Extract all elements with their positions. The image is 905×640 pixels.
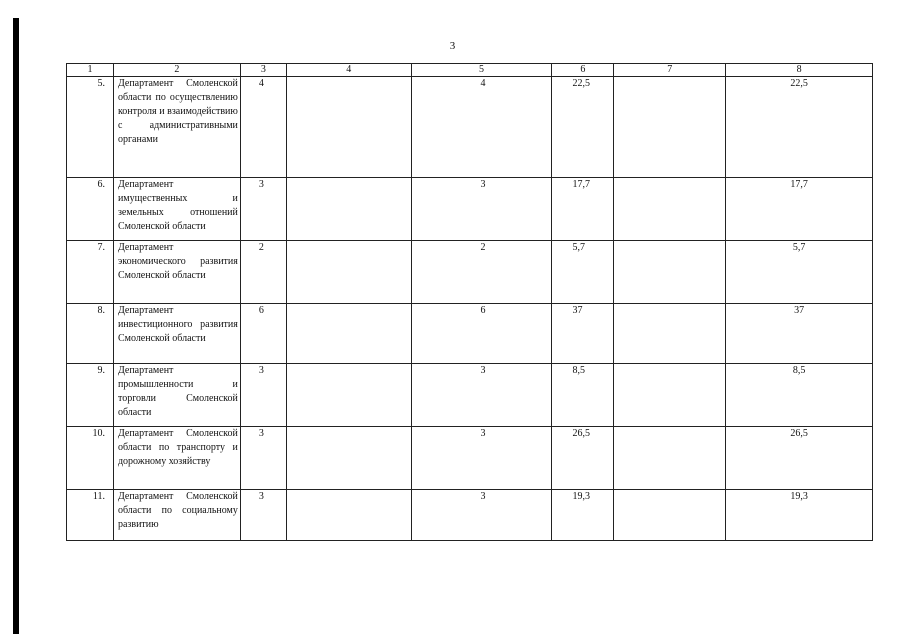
row-number: 10. (67, 427, 114, 490)
col6-value: 17,7 (552, 178, 614, 241)
col4-value (286, 77, 411, 178)
col3-value: 3 (240, 364, 286, 427)
page-number: 3 (449, 40, 456, 52)
col5-value: 4 (411, 77, 552, 178)
table-row (67, 364, 873, 427)
col5-value: 3 (411, 364, 552, 427)
header-row (67, 64, 873, 77)
row-number: 11. (67, 490, 114, 541)
header-cell: 3 (240, 64, 286, 77)
col6-value: 26,5 (552, 427, 614, 490)
department-name: Департамент инвестиционного развития Смоленской области (113, 304, 240, 364)
table-row (67, 490, 873, 541)
col8-value: 22,5 (726, 77, 873, 178)
col3-value: 6 (240, 304, 286, 364)
col4-value (286, 427, 411, 490)
col5-value: 3 (411, 427, 552, 490)
col6-value: 22,5 (552, 77, 614, 178)
department-name: Департамент Смоленской области по социальному развитию (113, 490, 240, 541)
row-number: 5. (67, 77, 114, 178)
header-cell: 1 (67, 64, 114, 77)
col4-value (286, 241, 411, 304)
col8-value: 26,5 (726, 427, 873, 490)
col3-value: 2 (240, 241, 286, 304)
col7-value (614, 178, 726, 241)
col3-value: 4 (240, 77, 286, 178)
header-cell: 7 (614, 64, 726, 77)
department-name: Департамент Смоленской области по осуществлению контроля и взаимодействию с административными органами (113, 77, 240, 178)
col6-value: 5,7 (552, 241, 614, 304)
header-cell: 6 (552, 64, 614, 77)
col3-value: 3 (240, 490, 286, 541)
table-row (67, 241, 873, 304)
col6-value: 8,5 (552, 364, 614, 427)
col4-value (286, 304, 411, 364)
header-cell: 2 (113, 64, 240, 77)
col4-value (286, 490, 411, 541)
col7-value (614, 241, 726, 304)
col7-value (614, 427, 726, 490)
col8-value: 5,7 (726, 241, 873, 304)
table-row (67, 427, 873, 490)
department-name: Департамент экономического развития Смоленской области (113, 241, 240, 304)
col5-value: 6 (411, 304, 552, 364)
col8-value: 37 (726, 304, 873, 364)
col8-value: 17,7 (726, 178, 873, 241)
col3-value: 3 (240, 178, 286, 241)
scan-edge-bar (13, 18, 19, 634)
col7-value (614, 77, 726, 178)
header-cell: 4 (286, 64, 411, 77)
col7-value (614, 364, 726, 427)
row-number: 6. (67, 178, 114, 241)
col8-value: 19,3 (726, 490, 873, 541)
department-name: Департамент имущественных и земельных отношений Смоленской области (113, 178, 240, 241)
col4-value (286, 178, 411, 241)
data-table (66, 63, 873, 541)
col4-value (286, 364, 411, 427)
department-name: Департамент Смоленской области по транспорту и дорожному хозяйству (113, 427, 240, 490)
col5-value: 3 (411, 178, 552, 241)
header-cell: 8 (726, 64, 873, 77)
department-name: Департамент промышленности и торговли Смоленской области (113, 364, 240, 427)
table-row (67, 77, 873, 178)
table-row (67, 178, 873, 241)
col8-value: 8,5 (726, 364, 873, 427)
header-cell: 5 (411, 64, 552, 77)
col3-value: 3 (240, 427, 286, 490)
col5-value: 3 (411, 490, 552, 541)
row-number: 8. (67, 304, 114, 364)
col7-value (614, 490, 726, 541)
row-number: 9. (67, 364, 114, 427)
col5-value: 2 (411, 241, 552, 304)
table-row (67, 304, 873, 364)
col7-value (614, 304, 726, 364)
col6-value: 19,3 (552, 490, 614, 541)
col6-value: 37 (552, 304, 614, 364)
row-number: 7. (67, 241, 114, 304)
